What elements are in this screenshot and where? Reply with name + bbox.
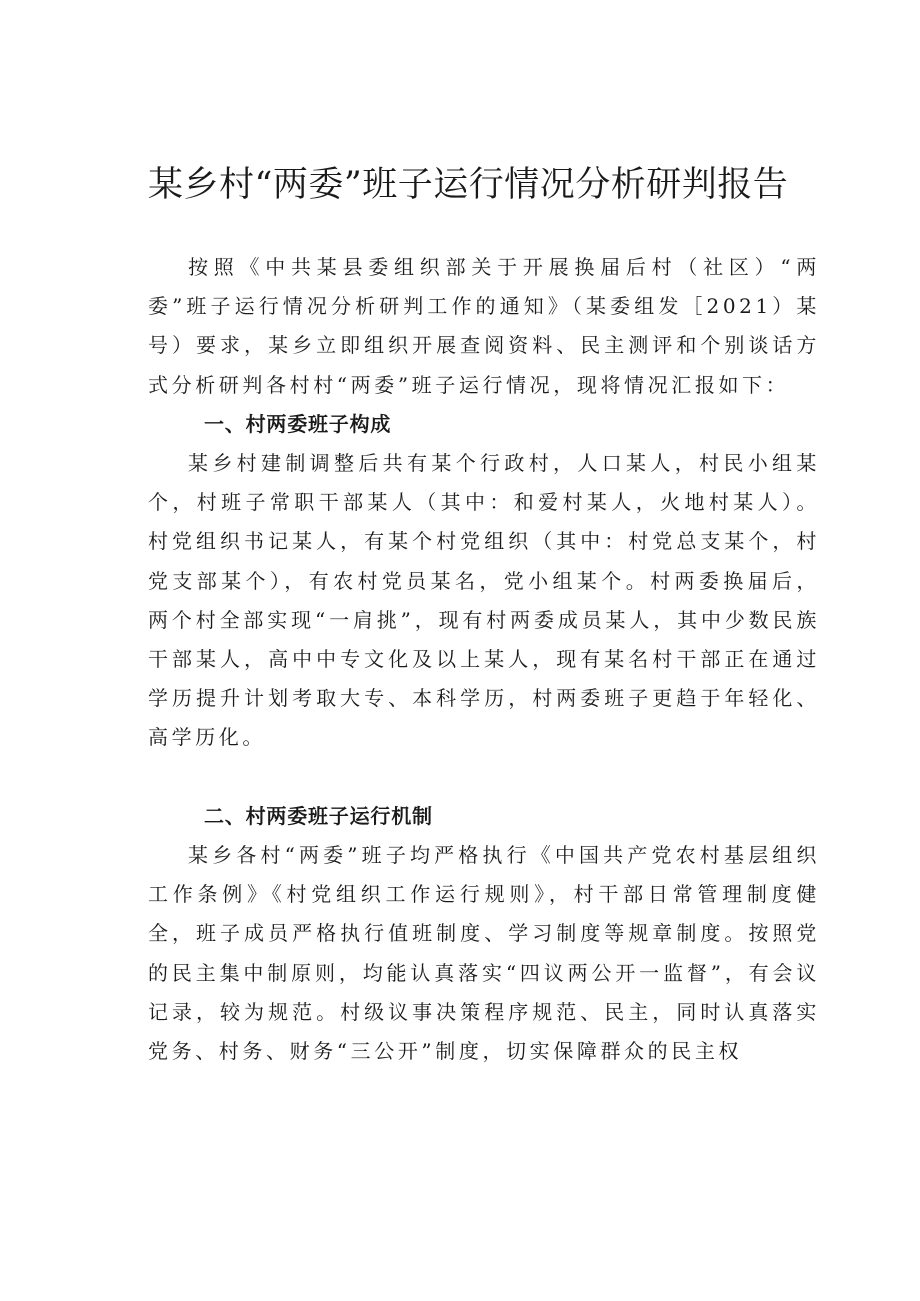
document-body <box>148 248 820 1071</box>
intro-paragraph: 按照《中共某县委组织部关于开展换届后村（社区）“两委”班子运行情况分析研判工作的通知》（某委组发［2021）某号）要求，某乡立即组织开展查阅资料、民主测评和个别谈话方式分析研判各村村“两委”班子运行情况，现将情况汇报如下： <box>148 255 820 397</box>
section-paragraph-mechanism: 某乡各村“两委”班子均严格执行《中国共产党农村基层组织工作条例》《村党组织工作运行规则》，村干部日常管理制度健全，班子成员严格执行值班制度、学习制度等规章制度。按照党的民主集中制原则，均能认真落实“四议两公开一监督”，有会议记录，较为规范。村级议事决策程序规范、民主，同时认真落实党务、村务、财务“三公开”制度，切实保障群众的民主权 <box>148 843 820 1064</box>
document-title: 某乡村“两委”班子运行情况分析研判报告 <box>148 165 789 205</box>
section-heading-composition: 一、村两委班子构成 <box>204 412 392 436</box>
section-heading-mechanism: 二、村两委班子运行机制 <box>204 804 433 828</box>
section-paragraph-composition: 某乡村建制调整后共有某个行政村，人口某人，村民小组某个，村班子常职干部某人（其中：和爱村某人，火地村某人）。村党组织书记某人，有某个村党组织（其中：村党总支某个，村党支部某个），有农村党员某名，党小组某个。村两委换届后，两个村全部实现“一肩挑”，现有村两委成员某人，其中少数民族干部某人，高中中专文化及以上某人，现有某名村干部正在通过学历提升计划考取大专、本科学历，村两委班子更趋于年轻化、高学历化。 <box>148 451 820 750</box>
